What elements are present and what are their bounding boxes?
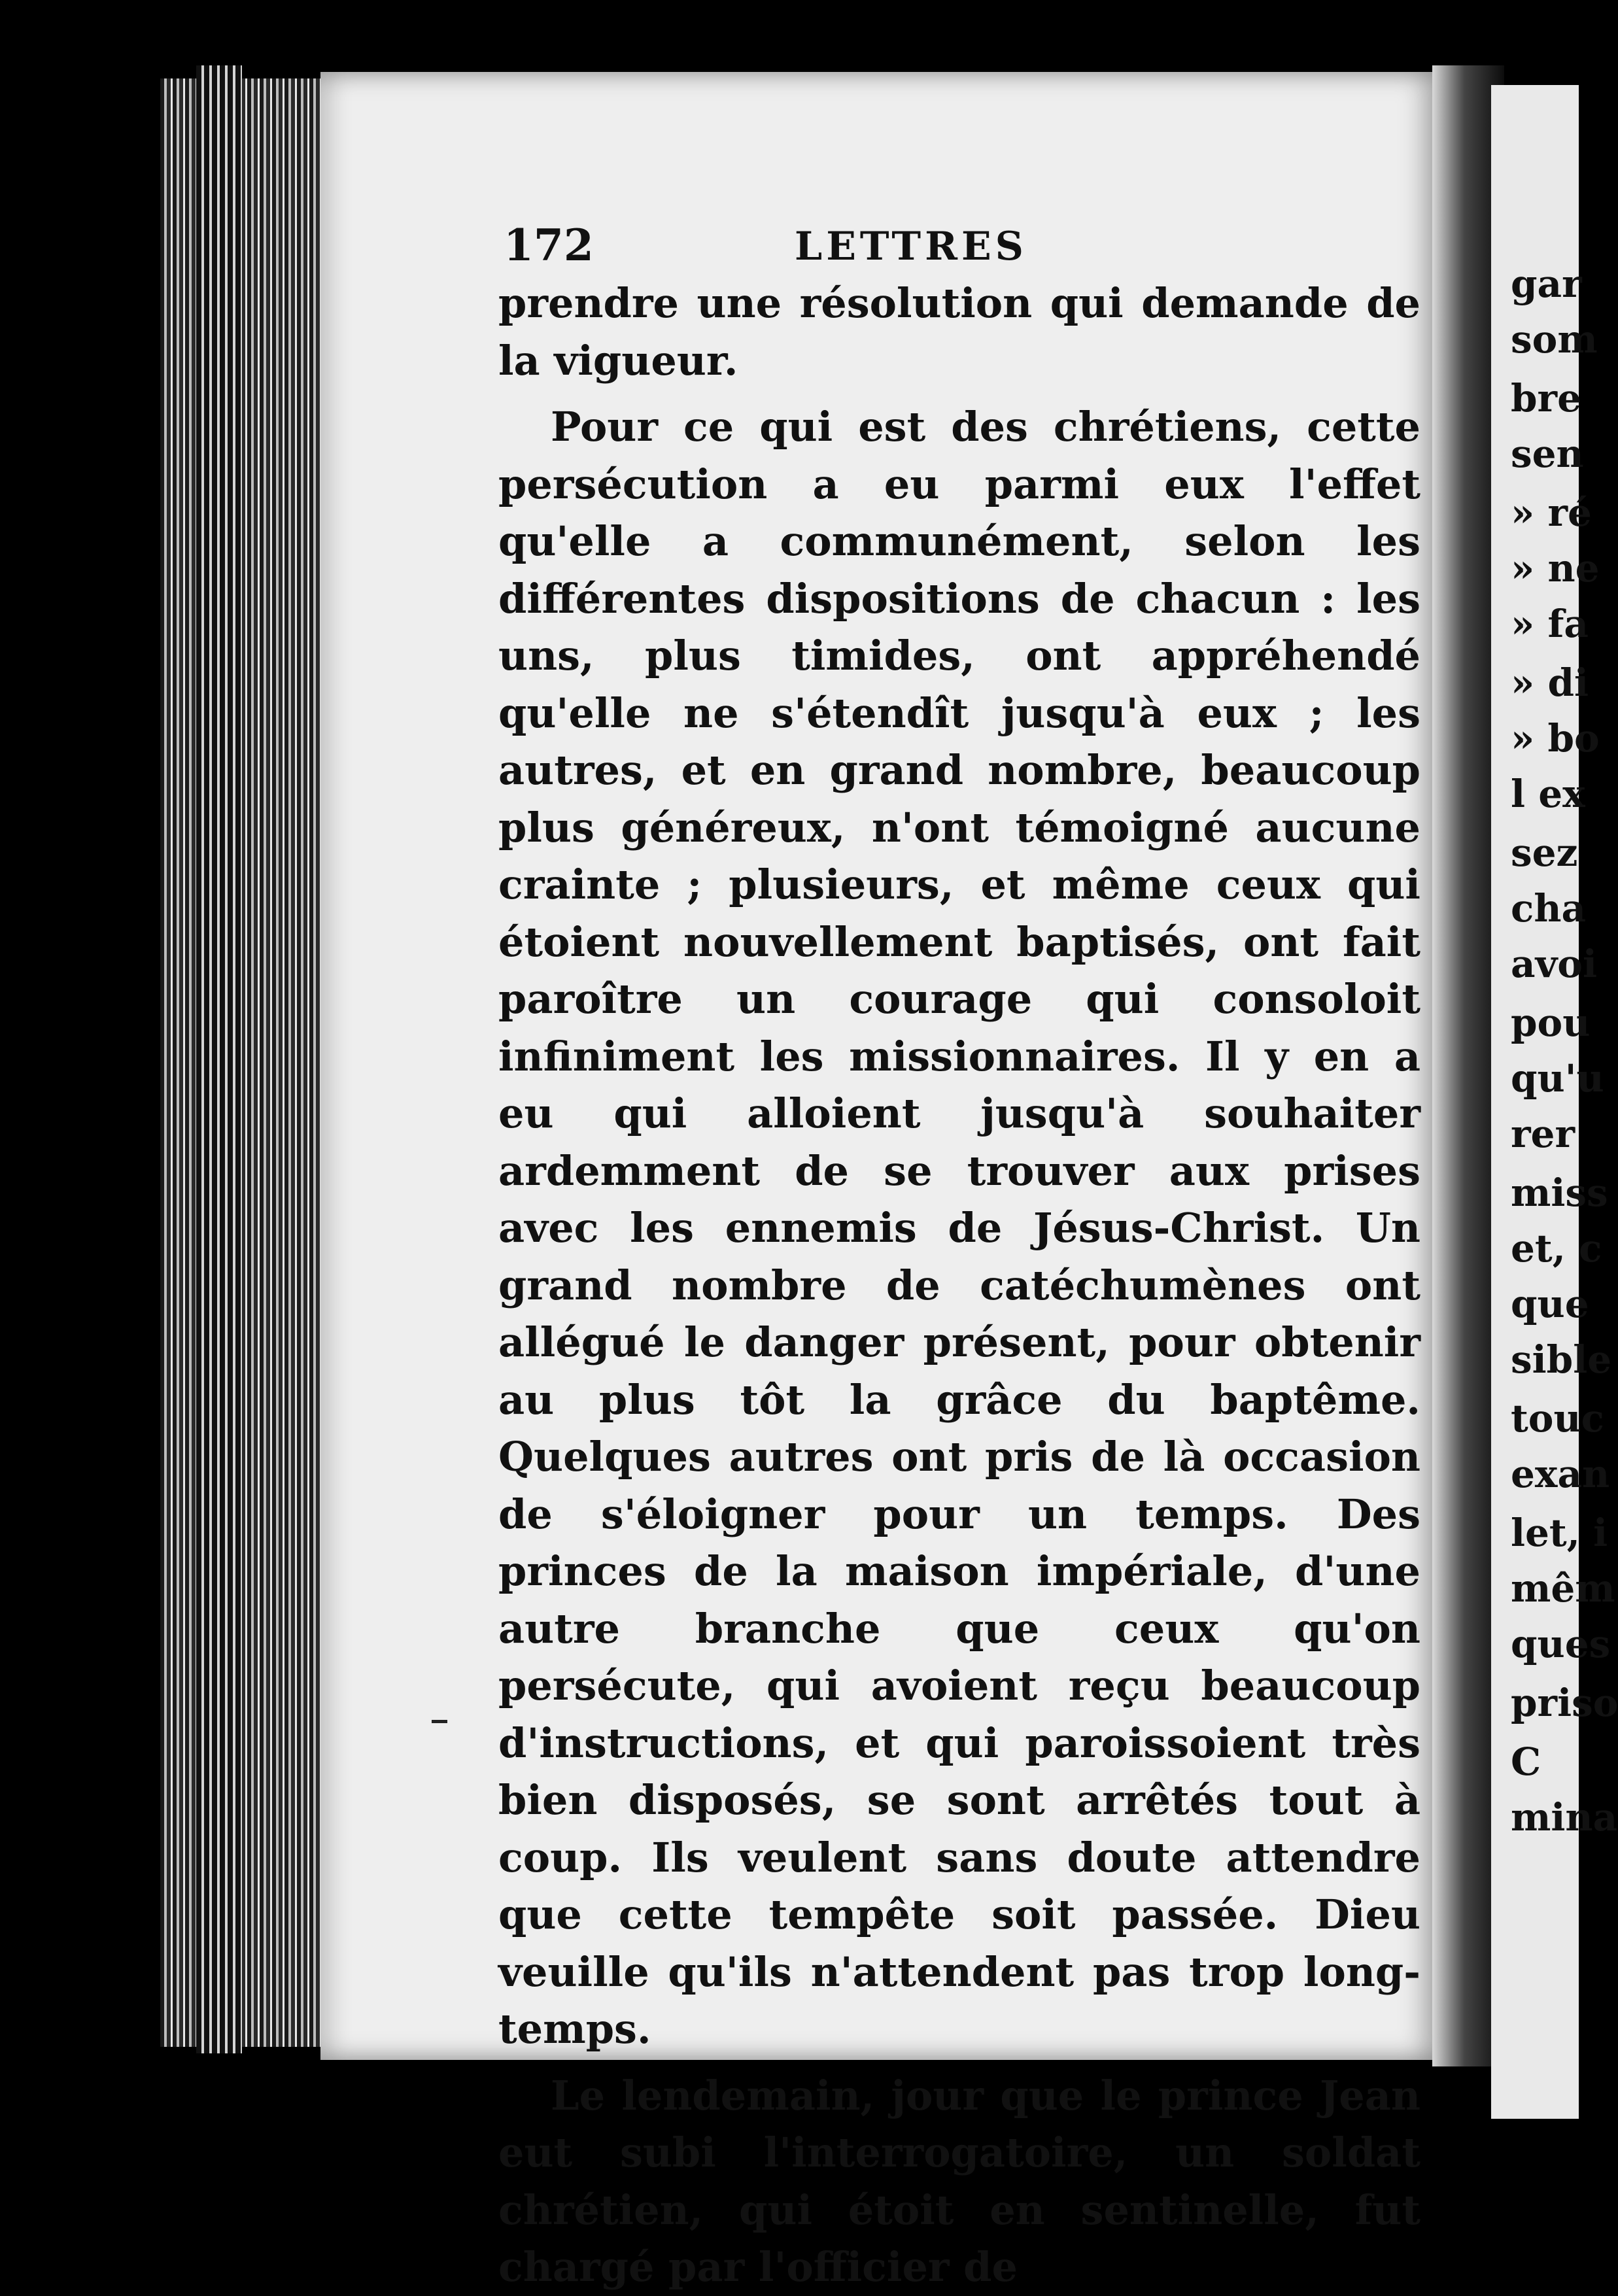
margin-mark xyxy=(432,1720,447,1723)
next-page-line: exan xyxy=(1511,1452,1610,1496)
running-head: LETTRES xyxy=(795,224,1028,269)
next-page-line: som xyxy=(1511,317,1598,362)
next-page-line: mina xyxy=(1511,1795,1618,1840)
next-page-line: miss xyxy=(1511,1171,1608,1215)
paragraph: Pour ce qui est des chrétiens, cette persécution a eu parmi eux l'effet qu'elle a communément, selon les différentes dispositions de chacun : les uns, plus timides, ont appréhendé qu'elle ne s'étendît jusqu'à eux ; les autres, et en grand nombre, beaucoup plus généreux, n'ont témoigné aucune crainte ; plusieurs, et même ceux qui étoient nouvellement baptisés, ont fait paroître un courage qui consoloit infiniment les missionnaires. Il y en a eu qui alloient jusqu'à souhaiter ardemment de se trouver aux prises avec les ennemis de Jésus-Christ. Un grand nombre de catéchumènes ont allégué le danger présent, pour obtenir au plus tôt la grâce du baptême. Quelques autres ont pris de là occasion de s'éloigner pour un temps. Des princes de la maison impériale, d'une autre branche que ceux qu'on persécute, qui avoient reçu beaucoup d'instructions, et qui paroissoient très bien disposés, se sont arrêtés tout à coup. Ils veulent sans doute attendre que cette tempête soit passée. Dieu veuille qu'ils n'attendent pas trop long-temps. xyxy=(498,403,1420,2053)
page-header xyxy=(504,220,1419,279)
next-page-line: mêm xyxy=(1511,1566,1615,1611)
next-page-line: et, c xyxy=(1511,1226,1602,1271)
page-number: 172 xyxy=(504,220,594,271)
right-page-fragment xyxy=(1491,85,1618,2119)
next-page-line: l ex xyxy=(1511,772,1585,816)
next-page-line: touc xyxy=(1511,1396,1604,1441)
next-page-line: » ré xyxy=(1511,490,1592,535)
next-page-line: priso xyxy=(1511,1681,1618,1725)
next-page-line: cha xyxy=(1511,886,1587,931)
next-page-line: C xyxy=(1511,1739,1541,1784)
paragraph: Le lendemain, jour que le prince Jean eut subi l'interrogatoire, un soldat chrétien, qui étoit en sentinelle, fut chargé par l'officier de xyxy=(498,2071,1420,2291)
next-page-line: avoi xyxy=(1511,942,1598,986)
body-text xyxy=(498,275,1420,2296)
next-page-line: qu'u xyxy=(1511,1056,1604,1101)
next-page-line: let, i xyxy=(1511,1511,1608,1555)
next-page-line: » bo xyxy=(1511,716,1600,761)
paragraph: prendre une résolution qui demande de la vigueur. xyxy=(498,279,1420,385)
next-page-line: rer xyxy=(1511,1112,1575,1156)
next-page-line: gar xyxy=(1511,262,1582,306)
next-page-line: bre xyxy=(1511,376,1582,420)
next-page-line: sible xyxy=(1511,1337,1612,1382)
next-page-line: ques xyxy=(1511,1622,1611,1666)
next-page-line: » ne xyxy=(1511,546,1600,591)
next-page-line: que xyxy=(1511,1282,1589,1326)
next-page-line: sez xyxy=(1511,831,1578,875)
next-page-line: » fa xyxy=(1511,602,1589,646)
next-page-line: » di xyxy=(1511,660,1589,705)
page-edges-outer xyxy=(196,65,242,2053)
next-page-line: pou xyxy=(1511,1001,1591,1045)
next-page-line: sen xyxy=(1511,432,1584,476)
